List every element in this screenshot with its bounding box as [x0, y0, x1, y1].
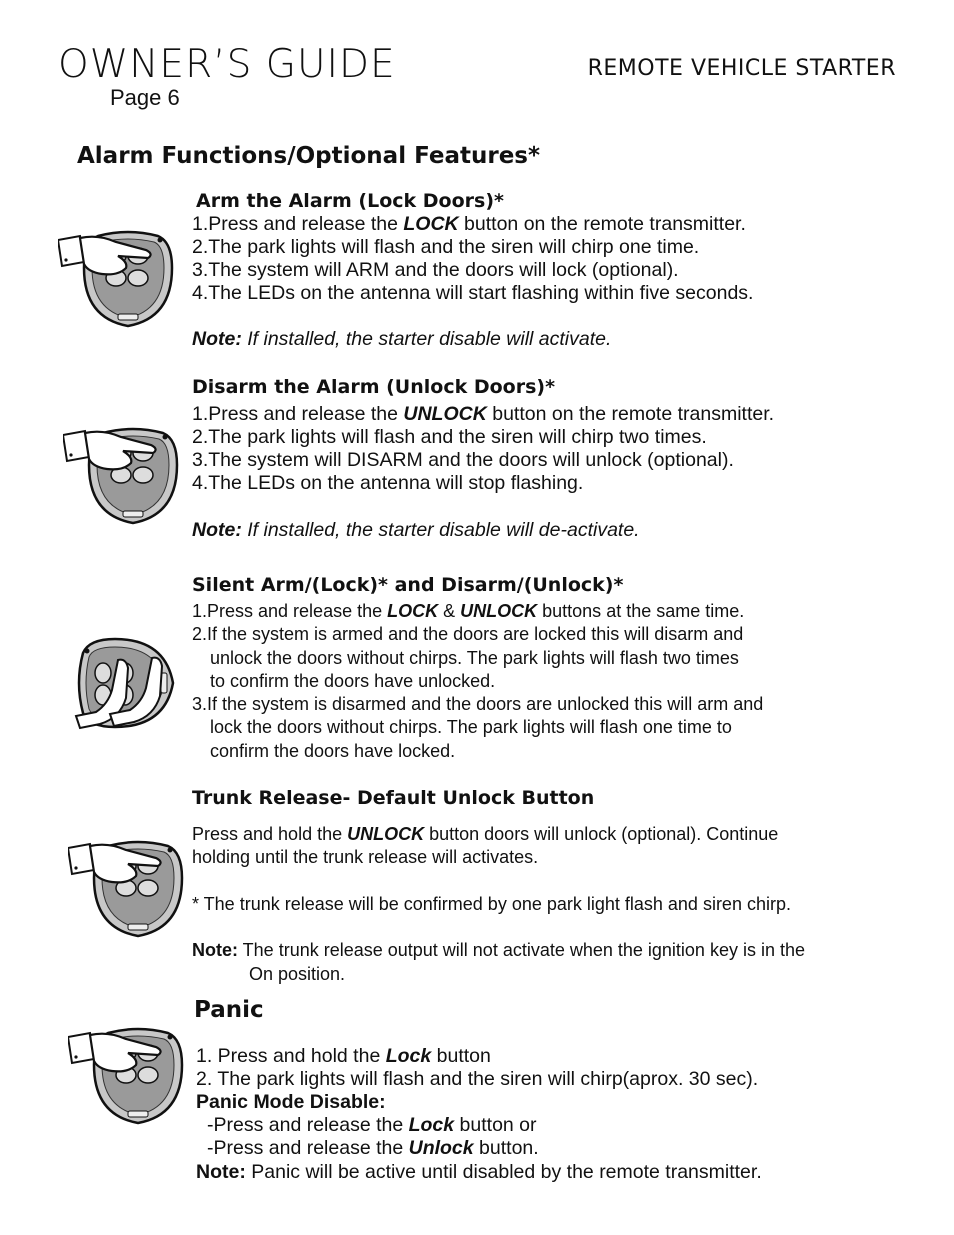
disarm-step-1: 1.Press and release the UNLOCK button on the remote transmitter.: [192, 403, 775, 425]
section-title: Alarm Functions/Optional Features*: [77, 143, 541, 169]
silent-step-3: 3.If the system is disarmed and the doors are unlocked this will arm and: [192, 694, 764, 714]
panic-step-2: 2. The park lights will flash and the siren will chirp(aprox. 30 sec).: [196, 1068, 759, 1090]
silent-step-2-cont2: to confirm the doors have unlocked.: [210, 671, 496, 691]
trunk-note: Note: The trunk release output will not activate when the ignition key is in the: [192, 940, 805, 960]
remote-hold-lock-icon: [68, 1025, 198, 1127]
panic-note: Note: Panic will be active until disabled by the remote transmitter.: [196, 1161, 762, 1183]
arm-step-4: 4.The LEDs on the antenna will start flashing within five seconds.: [192, 282, 754, 304]
remote-hold-unlock-icon: [68, 838, 198, 940]
silent-heading: Silent Arm/(Lock)* and Disarm/(Unlock)*: [192, 574, 624, 596]
disarm-step-2: 2.The park lights will flash and the siren will chirp two times.: [192, 426, 707, 448]
remote-press-unlock-icon: [63, 425, 193, 527]
arm-heading: Arm the Alarm (Lock Doors)*: [196, 190, 504, 212]
panic-step-1: 1. Press and hold the Lock button: [196, 1045, 491, 1067]
silent-step-3-cont: lock the doors without chirps. The park lights will flash one time to: [210, 717, 732, 737]
arm-note: Note: If installed, the starter disable will activate.: [192, 328, 612, 350]
disarm-heading: Disarm the Alarm (Unlock Doors)*: [192, 376, 556, 398]
silent-step-3-cont2: confirm the doors have locked.: [210, 741, 456, 761]
guide-title: OWNER’S GUIDE: [58, 42, 396, 87]
silent-step-2: 2.If the system is armed and the doors are locked this will disarm and: [192, 624, 744, 644]
trunk-paragraph-1-cont: holding until the trunk release will activates.: [192, 847, 539, 867]
panic-disable-2: -Press and release the Unlock button.: [207, 1137, 539, 1159]
arm-step-2: 2.The park lights will flash and the siren will chirp one time.: [192, 236, 700, 258]
silent-step-2-cont: unlock the doors without chirps. The park lights will flash two times: [210, 648, 739, 668]
panic-heading: Panic: [194, 997, 264, 1023]
trunk-paragraph-2: * The trunk release will be confirmed by one park light flash and siren chirp.: [192, 894, 791, 914]
trunk-paragraph-1: Press and hold the UNLOCK button doors will unlock (optional). Continue: [192, 824, 779, 844]
trunk-note-cont: On position.: [249, 964, 346, 984]
trunk-heading: Trunk Release- Default Unlock Button: [192, 787, 595, 809]
silent-step-1: 1.Press and release the LOCK & UNLOCK buttons at the same time.: [192, 601, 745, 621]
disarm-step-4: 4.The LEDs on the antenna will stop flashing.: [192, 472, 584, 494]
panic-disable-label: Panic Mode Disable:: [196, 1091, 386, 1113]
panic-disable-1: -Press and release the Lock button or: [207, 1114, 537, 1136]
arm-step-1: 1.Press and release the LOCK button on the remote transmitter.: [192, 213, 746, 235]
arm-step-3: 3.The system will ARM and the doors will lock (optional).: [192, 259, 679, 281]
guide-subtitle: REMOTE VEHICLE STARTER: [587, 56, 896, 81]
disarm-note: Note: If installed, the starter disable will de-activate.: [192, 519, 640, 541]
remote-press-both-icon: [70, 628, 190, 738]
page-number: Page 6: [110, 85, 180, 110]
disarm-step-3: 3.The system will DISARM and the doors will unlock (optional).: [192, 449, 734, 471]
remote-press-lock-icon: [58, 228, 188, 330]
